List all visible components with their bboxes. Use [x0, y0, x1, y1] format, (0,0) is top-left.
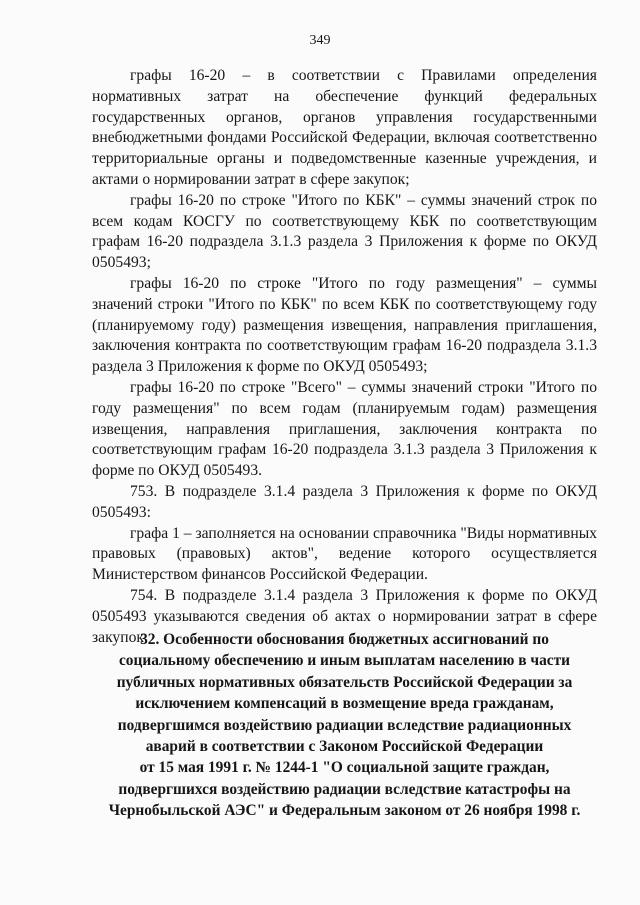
heading-line: публичных нормативных обязательств Российской Федерации за — [116, 673, 573, 691]
paragraph-754: 754. В подразделе 3.1.4 раздела 3 Приложения к форме по ОКУД 0505493 указываются сведения об актах о нормировании затрат в сфере закупок. — [92, 586, 597, 646]
heading-line: исключением компенсаций в возмещение вреда гражданам, — [135, 695, 554, 713]
heading-line: Чернобыльской АЭС" и Федеральным законом от 26 ноября 1998 г. — [108, 802, 581, 820]
paragraph-753: 753. В подразделе 3.1.4 раздела 3 Приложения к форме по ОКУД 0505493: — [92, 482, 597, 521]
body-text — [92, 66, 597, 648]
paragraph-graphs-16-20-year: графы 16-20 по строке "Итого по году размещения" – суммы значений строки "Итого по КБК" по всем КБК по соответствующему году (планируемому году) размещения извещения, направления приглашения, заключения контракта по соответствующим графам 16-20 подраздела 3.1.3 раздела 3 Приложения к форме по ОКУД 0505493; — [92, 274, 597, 376]
heading-line: социальному обеспечению и иным выплатам населению в части — [118, 652, 571, 670]
paragraph-graphs-16-20-total: графы 16-20 по строке "Всего" – суммы значений строки "Итого по году размещения" по всем годам (планируемым годам) размещения извещения, направления приглашения, заключения контракта по соответствующим графам 16-20 подраздела 3.1.3 раздела 3 Приложения к форме по ОКУД 0505493. — [92, 378, 597, 480]
page-number: 349 — [309, 33, 331, 48]
paragraph-graph-1: графа 1 – заполняется на основании справочника "Виды нормативных правовых (правовых) актов", ведение которого осуществляется Министерством финансов Российской Федерации. — [92, 524, 597, 584]
heading-line: 32. Особенности обоснования бюджетных ассигнований по — [140, 631, 549, 648]
heading-line: от 15 мая 1991 г. № 1244-1 "О социальной защите граждан, — [139, 759, 550, 777]
section-heading — [92, 629, 597, 822]
paragraph-graphs-16-20-kbk: графы 16-20 по строке "Итого по КБК" – суммы значений строк по всем кодам КОСГУ по соответствующему КБК по соответствующим графам 16-20 подраздела 3.1.3 раздела 3 Приложения к форме по ОКУД 0505493; — [92, 191, 597, 272]
heading-line: подвергшимся воздействию радиации вследствие радиационных — [117, 716, 572, 734]
paragraph-graphs-16-20-rules: графы 16-20 – в соответствии с Правилами определения нормативных затрат на обеспечение функций федеральных государственных органов, органов управления государственными внебюджетными фондами Российской Федерации, включая соответственно территориальные органы и подведомственные казенные учреждения, и актами о нормировании затрат в сфере закупок; — [92, 67, 597, 188]
heading-line: аварий в соответствии с Законом Российской Федерации — [145, 738, 544, 756]
heading-line: подвергшихся воздействию радиации вследствие катастрофы на — [118, 780, 571, 798]
